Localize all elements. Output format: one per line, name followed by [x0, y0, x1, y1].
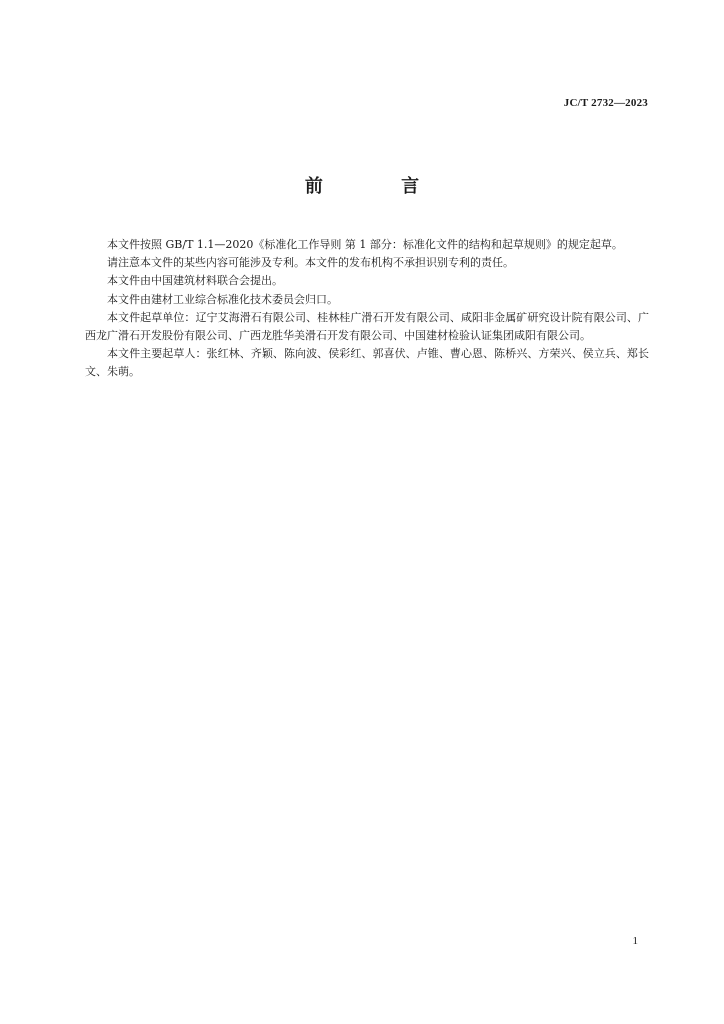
- section-title: 前 言: [304, 176, 456, 197]
- paragraph-drafting-rules: 本文件按照 GB/T 1.1—2020《标准化工作导则 第 1 部分：标准化文件的结构和起草规则》的规定起草。: [107, 238, 623, 251]
- paragraph-technical-committee: 本文件由建材工业综合标准化技术委员会归口。: [107, 292, 338, 306]
- paragraph-main-drafters: 本文件主要起草人：张红林、齐颖、陈向波、侯彩红、郭喜伏、卢锥、曹心恩、陈桥兴、方荣兴、侯立兵、郑长文、朱萌。: [85, 347, 649, 379]
- paragraph-patent-notice: 请注意本文件的某些内容可能涉及专利。本文件的发布机构不承担识别专利的责任。: [107, 256, 514, 270]
- paragraph-drafting-units: 本文件起草单位：辽宁艾海滑石有限公司、桂林桂广滑石开发有限公司、咸阳非金属矿研究设计院有限公司、广西龙广滑石开发股份有限公司、广西龙胜华美滑石开发有限公司、中国建材检验认证集团咸阳有限公司。: [85, 310, 649, 343]
- document-code: JC/T 2732—2023: [563, 97, 648, 109]
- paragraph-proposer: 本文件由中国建筑材料联合会提出。: [107, 274, 283, 288]
- page-number: 1: [632, 935, 638, 947]
- preface-body: [85, 236, 649, 382]
